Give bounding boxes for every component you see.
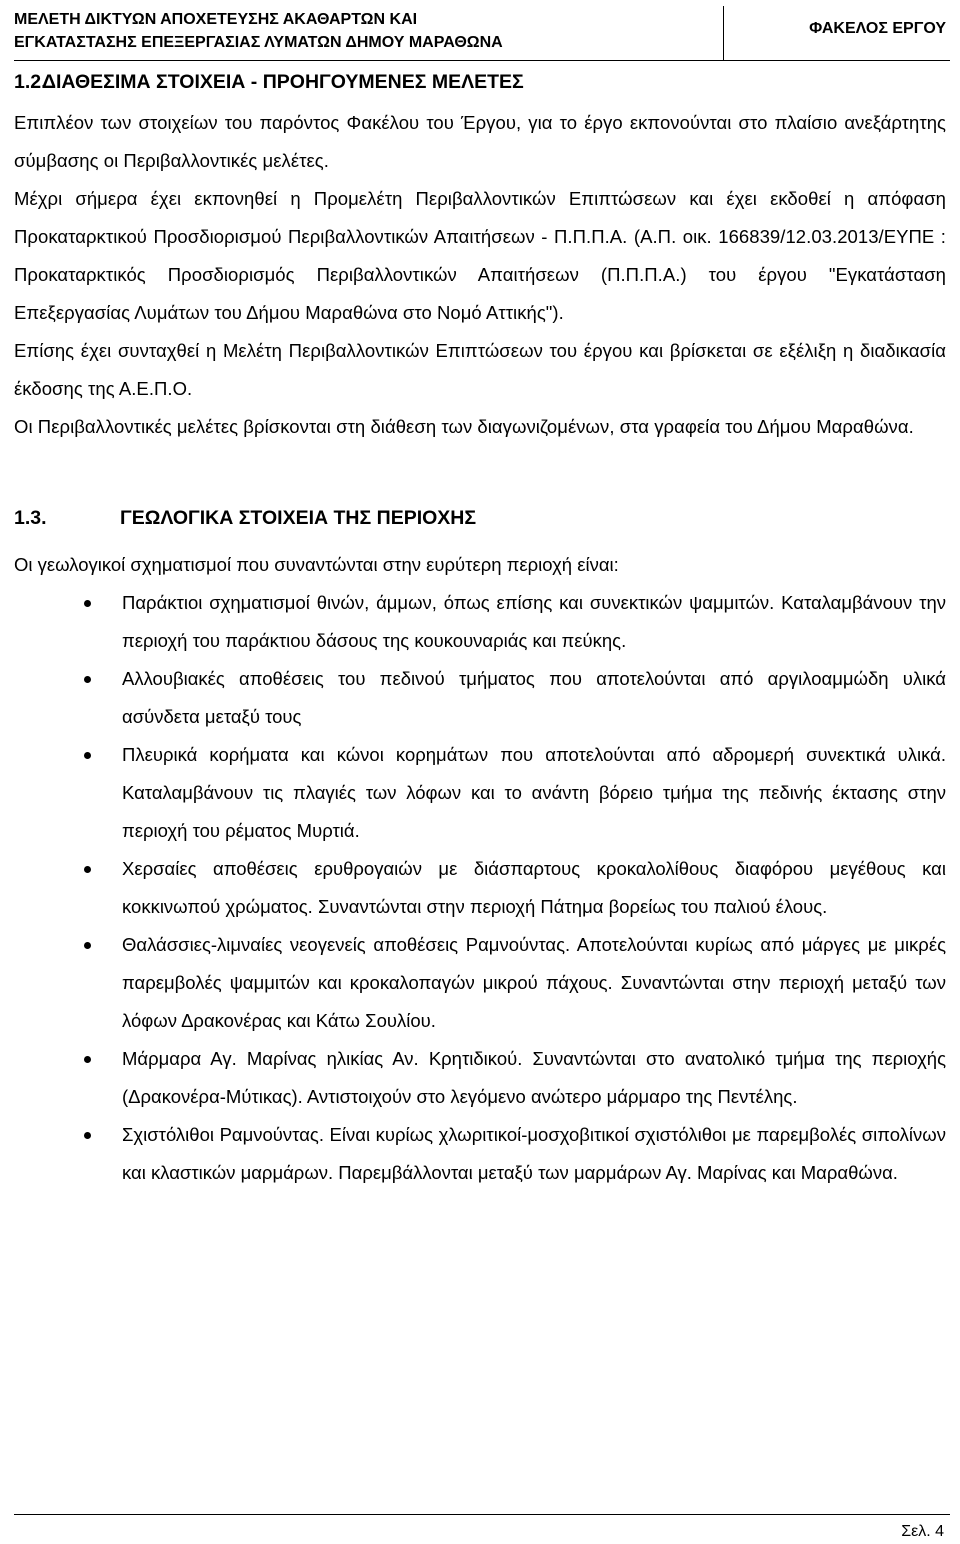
section-title: ΓΕΩΛΟΓΙΚΑ ΣΤΟΙΧΕΙΑ ΤΗΣ ΠΕΡΙΟΧΗΣ: [120, 507, 477, 529]
list-item-text: Θαλάσσιες-λιμναίες νεογενείς αποθέσεις Ραμνούντας. Αποτελούνται κυρίως από μάργες με μικρές παρεμβολές ψαμμιτών και κροκαλοπαγών μικρού πάχους. Συναντώνται στην περιοχή μεταξύ των λόφων Δρακονέρας και Κάτω Σουλίου.: [122, 934, 946, 1031]
paragraph: Επιπλέον των στοιχείων του παρόντος Φακέλου του Έργου, για το έργο εκπονούνται στο πλαίσιο ανεξάρτητης σύμβασης οι Περιβαλλοντικές μελέτες.: [14, 112, 946, 171]
paragraph: Επίσης έχει συνταχθεί η Μελέτη Περιβαλλοντικών Επιπτώσεων του έργου και βρίσκεται σε εξέλιξη η διαδικασία έκδοσης της Α.Ε.Π.Ο.: [14, 340, 946, 399]
header-title: [14, 6, 724, 60]
section-title: ΔΙΑΘΕΣΙΜΑ ΣΤΟΙΧΕΙΑ - ΠΡΟΗΓΟΥΜΕΝΕΣ ΜΕΛΕΤΕΣ: [42, 71, 524, 93]
bullet-icon: [84, 1132, 91, 1139]
list-item-text: Χερσαίες αποθέσεις ερυθρογαιών με διάσπαρτους κροκαλολίθους διαφόρου μεγέθους και κοκκινωπού χρώματος. Συναντώνται στην περιοχή Πάτημα βορείως του παλιού έλους.: [122, 858, 946, 917]
document-body: [14, 70, 946, 1192]
list-item: [14, 926, 946, 1040]
page-footer: [14, 1514, 950, 1540]
list-item-text: Πλευρικά κορήματα και κώνοι κορημάτων που αποτελούνται από αδρομερή συνεκτικά υλικά. Καταλαμβάνουν τις πλαγιές των λόφων και το ανάντη βόρειο τμήμα της πεδινής έκτασης στην περιοχή του ρέματος Μυρτιά.: [122, 744, 946, 841]
list-item: [14, 850, 946, 926]
header-title-line1: ΜΕΛΕΤΗ ΔΙΚΤΥΩΝ ΑΠΟΧΕΤΕΥΣΗΣ ΑΚΑΘΑΡΤΩΝ ΚΑΙ: [14, 11, 418, 28]
section-number: 1.3.: [14, 507, 47, 529]
list-item-text: Παράκτιοι σχηματισμοί θινών, άμμων, όπως επίσης και συνεκτικών ψαμμιτών. Καταλαμβάνουν την περιοχή του παράκτιου δάσους της κουκουναριάς και πεύκης.: [122, 592, 946, 651]
section-heading-1-3: [14, 506, 946, 546]
list-item: [14, 1116, 946, 1192]
bullet-icon: [84, 752, 91, 759]
list-item-text: Μάρμαρα Αγ. Μαρίνας ηλικίας Αν. Κρητιδικού. Συναντώνται στο ανατολικό τμήμα της περιοχής (Δρακονέρα-Μύτικας). Αντιστοιχούν στο λεγόμενο ανώτερο μάρμαρο της Πεντέλης.: [122, 1048, 946, 1107]
list-item: [14, 1040, 946, 1116]
bullet-icon: [84, 866, 91, 873]
page-header: [14, 6, 950, 61]
spacer: [14, 446, 946, 506]
header-label: ΦΑΚΕΛΟΣ ΕΡΓΟΥ: [809, 20, 946, 37]
bullet-icon: [84, 600, 91, 607]
bullet-icon: [84, 942, 91, 949]
list-item: [14, 584, 946, 660]
list-item: [14, 736, 946, 850]
bullet-icon: [84, 676, 91, 683]
paragraph: Μέχρι σήμερα έχει εκπονηθεί η Προμελέτη Περιβαλλοντικών Επιπτώσεων και έχει εκδοθεί η απόφαση Προκαταρκτικού Προσδιορισμού Περιβαλλοντικών Απαιτήσεων - Π.Π.Π.Α. (Α.Π. οικ. 166839/12.03.2013/ΕΥΠΕ : Προκαταρκτικός Προσδιορισμός Περιβαλλοντικών Απαιτήσεων (Π.Π.Π.Α.) του έργου "Εγκατάσταση Επεξεργασίας Λυμάτων του Δήμου Μαραθώνα στο Νομό Αττικής").: [14, 188, 946, 323]
list-item: [14, 660, 946, 736]
header-title-line2: ΕΓΚΑΤΑΣΤΑΣΗΣ ΕΠΕΞΕΡΓΑΣΙΑΣ ΛΥΜΑΤΩΝ ΔΗΜΟΥ ΜΑΡΑΘΩΝΑ: [14, 34, 503, 51]
list-item-text: Αλλουβιακές αποθέσεις του πεδινού τμήματος που αποτελούνται από αργιλοαμμώδη υλικά ασύνδετα μεταξύ τους: [122, 668, 946, 727]
paragraph: Οι Περιβαλλοντικές μελέτες βρίσκονται στη διάθεση των διαγωνιζομένων, στα γραφεία του Δήμου Μαραθώνα.: [14, 416, 914, 437]
section-number: 1.2.: [14, 71, 47, 93]
section-heading-1-2: [14, 70, 946, 104]
bullet-icon: [84, 1056, 91, 1063]
geology-list: [14, 584, 946, 1192]
page-number: Σελ. 4: [901, 1523, 944, 1540]
list-item-text: Σχιστόλιθοι Ραμνούντας. Είναι κυρίως χλωριτικοί-μοσχοβιτικοί σχιστόλιθοι με παρεμβολές σιπολίνων και κλαστικών μαρμάρων. Παρεμβάλλονται μεταξύ των μαρμάρων Αγ. Μαρίνας και Μαραθώνα.: [122, 1124, 946, 1183]
section-intro: Οι γεωλογικοί σχηματισμοί που συναντώνται στην ευρύτερη περιοχή είναι:: [14, 554, 619, 575]
